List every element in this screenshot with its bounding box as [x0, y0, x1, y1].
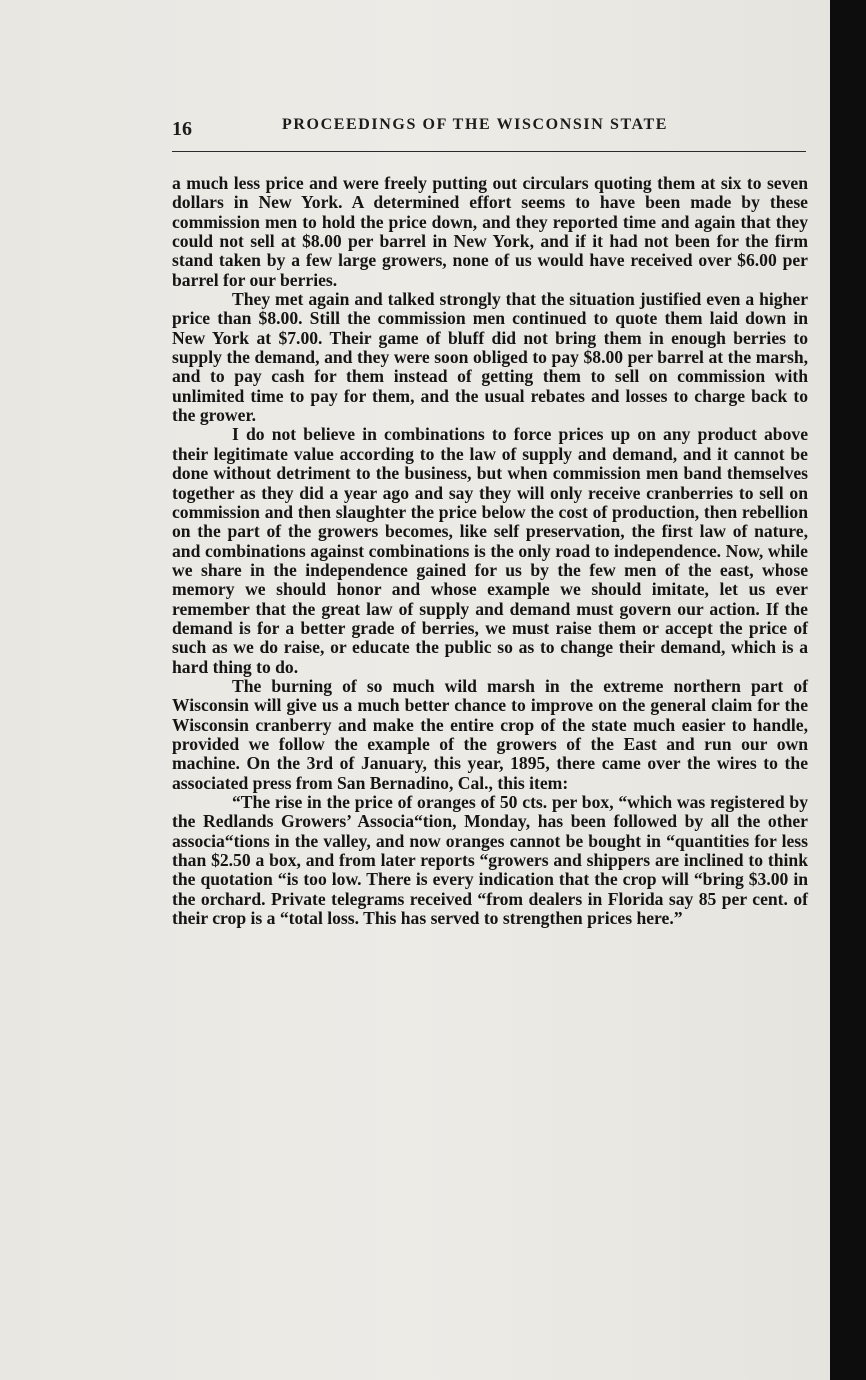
scan-dark-edge — [830, 0, 866, 1380]
header-rule — [172, 151, 806, 152]
quoted-news-item: “The rise in the price of oranges of 50 cts. per box, “which was registered by the Redlands Growers’ Associa“tion, Monday, has been followed by all the other associa“tions in the valley, and now oranges cannot be bought in “quantities for less than $2.50 a box, and from later reports “growers and shippers are inclined to think the quotation “is too low. There is every indication that the crop will “bring $3.00 in the orchard. Private telegrams received “from dealers in Florida say 85 per cent. of their crop is a “total loss. This has served to strengthen prices here.” — [172, 792, 808, 929]
page-number: 16 — [172, 118, 192, 140]
paragraph-3: I do not believe in combinations to force prices up on any product above their legitimate value according to the law of supply and demand, and it cannot be done without detriment to the business, but when commission men band themselves together as they did a year ago and say they will only receive cranberries to sell on commission and then slaughter the price below the cost of production, then rebellion on the part of the growers becomes, like self preservation, the first law of nature, and combinations against combinations is the only road to independence. Now, while we share in the independence gained for us by the few men of the east, whose memory we should honor and whose example we should imitate, let us ever remember that the great law of supply and demand must govern our action. If the demand is for a better grade of berries, we must raise them or accept the price of such as we do raise, or educate the public so as to change their demand, which is a hard thing to do. — [172, 424, 808, 677]
page-header — [172, 114, 806, 140]
paragraph-1: a much less price and were freely putting out circulars quoting them at six to seven dollars in New York. A determined effort seems to have been made by these commission men to hold the price down, and they reported time and again that they could not sell at $8.00 per barrel in New York, and if it had not been for the firm stand taken by a few large growers, none of us would have received over $6.00 per barrel for our berries. — [172, 173, 808, 290]
paragraph-2: They met again and talked strongly that the situation justified even a higher price than $8.00. Still the commission men continued to quote them laid down in New York at $7.00. Their game of bluff did not bring them in enough berries to supply the demand, and they were soon obliged to pay $8.00 per barrel at the marsh, and to pay cash for them instead of getting them to sell on commission with unlimited time to pay for them, and the usual rebates and losses to charge back to the grower. — [172, 289, 808, 426]
running-title: PROCEEDINGS OF THE WISCONSIN STATE — [282, 116, 669, 133]
body-text — [172, 174, 808, 928]
paragraph-4: The burning of so much wild marsh in the extreme northern part of Wisconsin will give us a much better chance to improve on the general claim for the Wisconsin cranberry and make the entire crop of the state much easier to handle, provided we follow the example of the growers of the East and run our own machine. On the 3rd of January, this year, 1895, there came over the wires to the associated press from San Bernadino, Cal., this item: — [172, 675, 808, 793]
